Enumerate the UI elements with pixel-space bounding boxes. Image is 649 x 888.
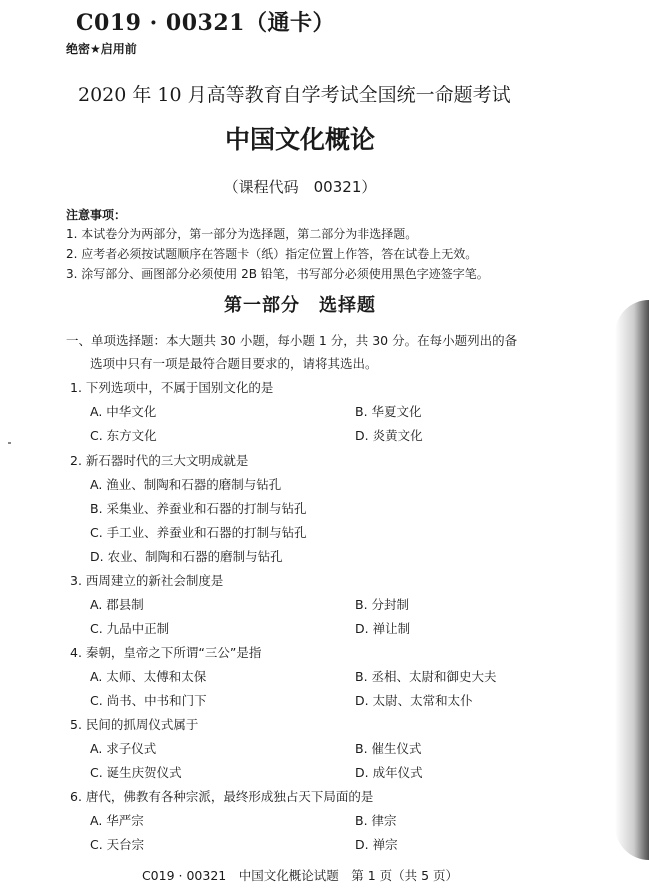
option-d: D. 禅让制 <box>355 621 411 636</box>
option-b: B. 分封制 <box>355 597 410 612</box>
option-a: A. 中华文化 <box>90 404 157 419</box>
paper-code: C019 · 00321（通卡） <box>76 10 335 36</box>
secret-label: 绝密★启用前 <box>66 42 137 56</box>
course-code: （课程代码 00321） <box>223 178 377 196</box>
option-d: D. 农业、制陶和石器的磨制与钻孔 <box>90 549 283 564</box>
option-a: A. 郡县制 <box>90 597 144 612</box>
notice-item: 2. 应考者必须按试题顺序在答题卡（纸）指定位置上作答，答在试卷上无效。 <box>66 247 478 261</box>
question-stem: 2. 新石器时代的三大文明成就是 <box>70 453 249 468</box>
option-b: B. 华夏文化 <box>355 404 422 419</box>
question-stem: 4. 秦朝，皇帝之下所谓“三公”是指 <box>70 645 262 660</box>
option-c: C. 九品中正制 <box>90 621 170 636</box>
question-stem: 3. 西周建立的新社会制度是 <box>70 573 224 588</box>
option-d: D. 成年仪式 <box>355 765 423 780</box>
option-c: C. 东方文化 <box>90 428 157 443</box>
option-c: C. 手工业、养蚕业和石器的打制与钻孔 <box>90 525 307 540</box>
option-a: A. 渔业、制陶和石器的磨制与钻孔 <box>90 477 282 492</box>
option-a: A. 太师、太傅和太保 <box>90 669 207 684</box>
option-c: C. 尚书、中书和门下 <box>90 693 207 708</box>
option-a: A. 求子仪式 <box>90 741 157 756</box>
notice-heading: 注意事项： <box>66 208 127 222</box>
section-intro-cont: 选项中只有一项是最符合题目要求的，请将其选出。 <box>90 356 378 371</box>
option-d: D. 炎黄文化 <box>355 428 423 443</box>
section-intro: 一、单项选择题：本大题共 30 小题，每小题 1 分，共 30 分。在每小题列出的备 <box>66 333 518 348</box>
option-d: D. 禅宗 <box>355 837 398 852</box>
scan-edge-shadow <box>615 300 649 860</box>
exam-title: 2020 年 10 月高等教育自学考试全国统一命题考试 <box>78 84 511 106</box>
notice-item: 3. 涂写部分、画图部分必须使用 2B 铅笔，书写部分必须使用黑色字迹签字笔。 <box>66 267 489 281</box>
option-a: A. 华严宗 <box>90 813 144 828</box>
question-stem: 1. 下列选项中，不属于国别文化的是 <box>70 380 274 395</box>
question-stem: 6. 唐代，佛教有各种宗派，最终形成独占天下局面的是 <box>70 789 374 804</box>
option-b: B. 催生仪式 <box>355 741 422 756</box>
question-stem: 5. 民间的抓周仪式属于 <box>70 717 199 732</box>
scan-speck <box>8 442 11 444</box>
option-c: C. 天台宗 <box>90 837 145 852</box>
option-b: B. 丞相、太尉和御史大夫 <box>355 669 497 684</box>
course-title: 中国文化概论 <box>224 125 375 154</box>
option-b: B. 律宗 <box>355 813 397 828</box>
notice-item: 1. 本试卷分为两部分，第一部分为选择题，第二部分为非选择题。 <box>66 227 418 241</box>
page-footer: C019 · 00321 中国文化概论试题 第 1 页（共 5 页） <box>141 868 459 883</box>
part-title: 第一部分 选择题 <box>224 295 376 316</box>
option-d: D. 太尉、太常和太仆 <box>355 693 473 708</box>
option-b: B. 采集业、养蚕业和石器的打制与钻孔 <box>90 501 307 516</box>
option-c: C. 诞生庆贺仪式 <box>90 765 182 780</box>
